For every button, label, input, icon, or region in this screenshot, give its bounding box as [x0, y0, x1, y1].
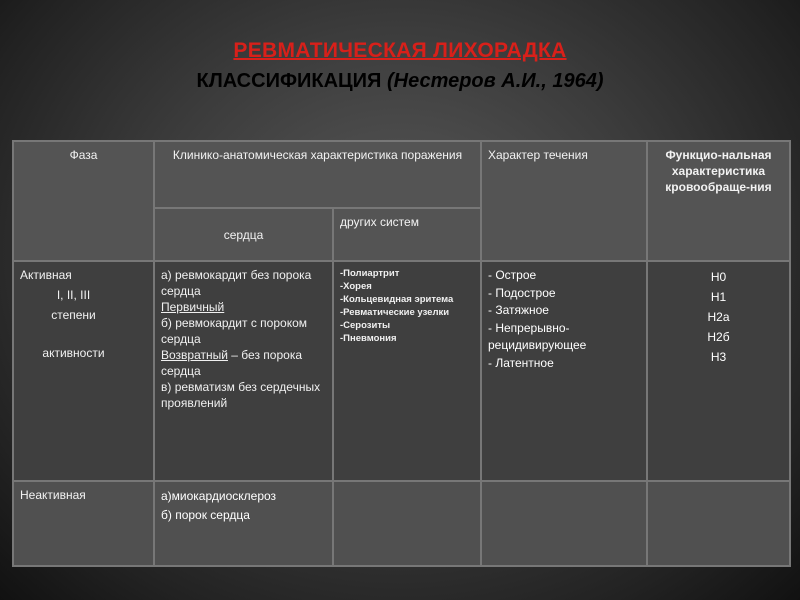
- cell-phase-active: [13, 261, 154, 481]
- cell-phase-inactive: Неактивная: [13, 481, 154, 566]
- slide-title: [0, 36, 800, 96]
- classification-table: [12, 140, 791, 567]
- heart-item-recurrent: [161, 347, 326, 379]
- phase-active-degrees: I, II, III: [56, 288, 91, 302]
- cell-active-systems: [333, 261, 481, 481]
- cell-active-heart: [154, 261, 333, 481]
- heart-item-primary: Первичный: [161, 300, 225, 314]
- system-item: -Кольцевидная эритема: [340, 294, 454, 305]
- heart-item: а)миокардиосклероз: [161, 489, 277, 503]
- heart-item: а) ревмокардит без порока сердца: [161, 268, 312, 298]
- heart-item: б) ревмокардит с пороком сердца: [161, 316, 307, 346]
- table-row-inactive: [13, 481, 790, 566]
- heart-recurrent-text: – без порока сердца: [161, 348, 303, 378]
- functional-class: Н2б: [707, 330, 730, 344]
- system-item: -Хорея: [340, 281, 372, 292]
- title-classification-main: КЛАССИФИКАЦИЯ: [196, 70, 387, 92]
- cell-active-course: [481, 261, 647, 481]
- course-item: - Подострое: [488, 285, 556, 300]
- functional-class: Н0: [710, 270, 727, 284]
- cell-active-functional: [647, 261, 790, 481]
- system-item: -Серозиты: [340, 320, 391, 331]
- phase-active-label: Активная: [20, 268, 72, 282]
- course-item: - Непрерывно-рецидивирующее: [488, 320, 587, 352]
- title-disease: РЕВМАТИЧЕСКАЯ ЛИХОРАДКА: [233, 39, 567, 62]
- subheader-other-systems: других систем: [333, 208, 481, 261]
- system-item: -Полиартрит: [340, 268, 400, 279]
- title-classification: [0, 66, 800, 96]
- course-item: - Острое: [488, 268, 537, 282]
- functional-class: Н1: [710, 290, 727, 304]
- heart-recurrent-label: Возвратный: [161, 348, 228, 362]
- course-item: - Затяжное: [488, 303, 549, 317]
- header-functional: Функцио-нальная характеристика кровообраще-ния: [647, 141, 790, 261]
- phase-active-activity: активности: [42, 346, 105, 360]
- phase-active-degree-word: степени: [51, 308, 96, 322]
- heart-item: б) порок сердца: [161, 508, 250, 522]
- system-item: -Пневмония: [340, 333, 397, 344]
- course-item: - Латентное: [488, 355, 554, 370]
- functional-class: Н3: [710, 350, 727, 364]
- subheader-heart: сердца: [154, 208, 333, 261]
- cell-inactive-heart: [154, 481, 333, 566]
- header-course: Характер течения: [481, 141, 647, 261]
- heart-item: в) ревматизм без сердечных проявлений: [161, 380, 321, 410]
- title-author: (Нестеров А.И., 1964): [386, 70, 604, 92]
- system-item: -Ревматические узелки: [340, 307, 450, 318]
- cell-inactive-systems: [333, 481, 481, 566]
- header-clinical: Клинико-анатомическая характеристика поражения: [154, 141, 481, 208]
- table-row-active: [13, 261, 790, 481]
- cell-inactive-functional: [647, 481, 790, 566]
- functional-class: Н2а: [707, 310, 730, 324]
- cell-inactive-course: [481, 481, 647, 566]
- header-phase: Фаза: [13, 141, 154, 261]
- table-header-row: [13, 141, 790, 208]
